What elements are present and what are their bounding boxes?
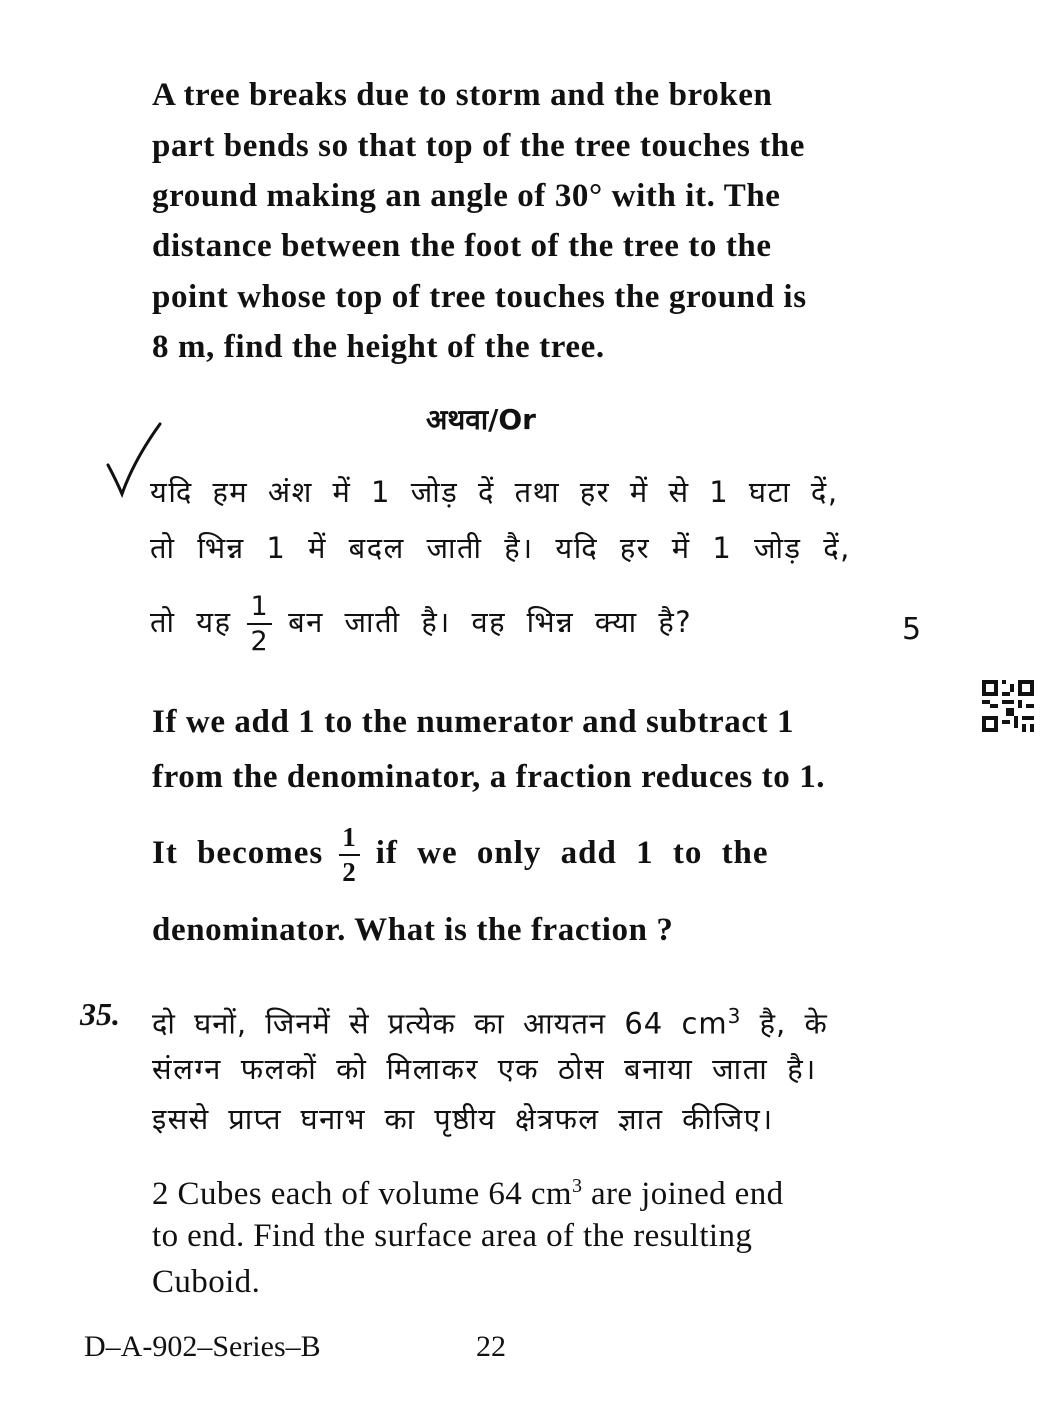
- or-heading: अथवा/Or: [426, 403, 536, 436]
- fraction-denominator: 2: [342, 857, 357, 888]
- fraction-question-english-line: denominator. What is the fraction ?: [152, 912, 674, 948]
- superscript: 3: [727, 1004, 742, 1028]
- fraction-denominator: 2: [250, 626, 270, 657]
- cubes-question-hindi-line: इससे प्राप्त घनाभ का पृष्ठीय क्षेत्रफल ज्ञात कीजिए।: [152, 1102, 774, 1136]
- cubes-question-english-line: to end. Find the surface area of the resulting: [152, 1218, 753, 1254]
- question-tree-line: A tree breaks due to storm and the broken: [152, 77, 773, 113]
- hindi-text: तो यह: [150, 605, 232, 639]
- half-fraction: [339, 824, 360, 886]
- qr-code: [982, 680, 1034, 732]
- fraction-numerator: 1: [339, 824, 360, 856]
- fraction-question-hindi-line: [150, 590, 692, 655]
- cubes-question-english-line: Cuboid.: [152, 1264, 261, 1300]
- english-text: 2 Cubes each of volume 64 cm: [152, 1176, 572, 1212]
- question-tree-line: ground making an angle of 30° with it. The: [152, 178, 781, 214]
- fraction-question-hindi-line: यदि हम अंश में 1 जोड़ दें तथा हर में से 1 घटा दें,: [150, 475, 839, 509]
- cubes-question-hindi-line: [152, 996, 828, 1044]
- fraction-question-hindi-line: तो भिन्न 1 में बदल जाती है। यदि हर में 1 जोड़ दें,: [150, 531, 851, 565]
- question-tree-line: point whose top of tree touches the ground is: [152, 279, 807, 315]
- footer-series-code: D–A-902–Series–B: [84, 1330, 321, 1363]
- cubes-question-hindi-line: संलग्न फलकों को मिलाकर एक ठोस बनाया जाता है।: [152, 1052, 817, 1086]
- question-tree-line: part bends so that top of the tree touches the: [152, 128, 806, 164]
- question-tree-line: 8 m, find the height of the tree.: [152, 329, 605, 365]
- english-text: if we only add 1 to the: [375, 835, 769, 871]
- half-fraction: [247, 593, 272, 655]
- question-number: 35.: [80, 996, 120, 1032]
- marks: 5: [902, 612, 922, 647]
- cubes-question-english-line: [152, 1166, 784, 1214]
- fraction-question-english-line: If we add 1 to the numerator and subtract 1: [152, 704, 795, 740]
- english-text: It becomes: [152, 835, 324, 871]
- hindi-text: दो घनों, जिनमें से प्रत्येक का आयतन 64 cm: [152, 1006, 728, 1041]
- superscript: 3: [571, 1175, 583, 1197]
- fraction-numerator: 1: [247, 593, 272, 625]
- hindi-text: है, के: [741, 1006, 828, 1041]
- hindi-text: बन जाती है। वह भिन्न क्या है?: [288, 605, 693, 639]
- fraction-question-english-line: [152, 818, 769, 888]
- page-number: 22: [476, 1330, 506, 1363]
- fraction-question-english-line: from the denominator, a fraction reduces to 1.: [152, 759, 826, 795]
- question-tree-line: distance between the foot of the tree to the: [152, 228, 772, 264]
- english-text: are joined end: [582, 1176, 784, 1212]
